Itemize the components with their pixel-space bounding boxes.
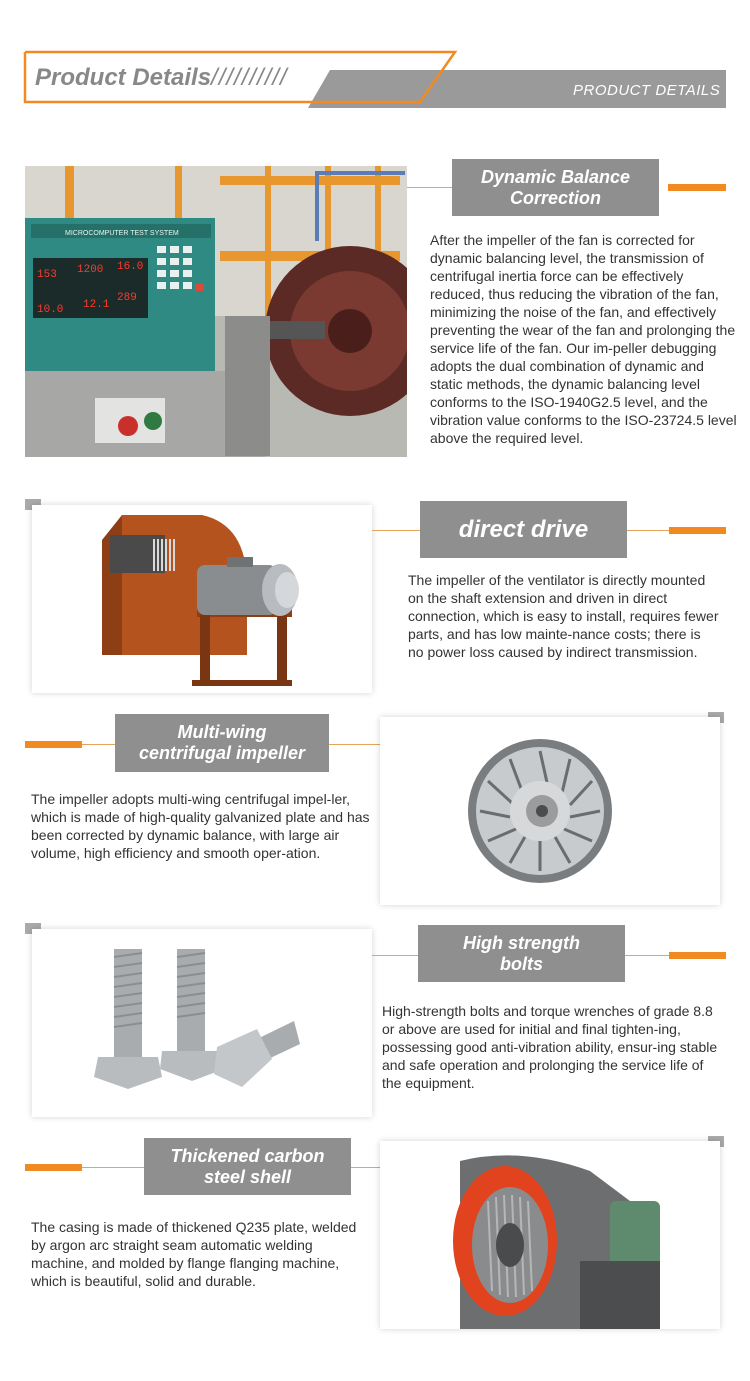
s4-title-line2: bolts bbox=[500, 953, 543, 974]
s2-line-left bbox=[372, 530, 420, 531]
s5-title bbox=[144, 1138, 351, 1195]
s3-title-line1: Multi-wing bbox=[177, 722, 267, 743]
s1-text: After the impeller of the fan is corrected for dynamic balancing level, the transmission of centrifugal inertia force can be effectively reduced, thus reducing the vibration of the fan, minimizing the noise of the fan, and effectively preventing the wear of the fan and prolonging the service life of the fan. Our im-peller debugging adopts the dual combination of dynamic and static methods, the dynamic balancing level conforms to the ISO-1940G2.5 level, and the vibration value conforms to the ISO-23724.5 level above the required level. bbox=[430, 232, 737, 446]
header-subtitle: PRODUCT DETAILS bbox=[573, 82, 721, 99]
s3-title bbox=[115, 714, 329, 772]
s5-line-left bbox=[82, 1167, 144, 1168]
s3-line-right bbox=[329, 744, 380, 745]
s2-line-right bbox=[627, 530, 669, 531]
s3-accent-bar bbox=[25, 741, 82, 748]
s5-title-line1: Thickened carbon bbox=[170, 1145, 325, 1166]
s3-text: The impeller adopts multi-wing centrifugal impel-ler, which is made of high-quality galvanized plate and has been corrected by dynamic balance, with large air volume, high efficiency and smooth oper-ation. bbox=[31, 791, 370, 861]
impeller-image bbox=[380, 717, 720, 905]
s5-accent-bar bbox=[25, 1164, 82, 1171]
bolts-image bbox=[32, 929, 372, 1117]
s2-text: The impeller of the ventilator is directly mounted on the shaft extension and driven in direct connection, which is easy to install, requires fewer parts, and has low mainte-nance costs; there is no power loss caused by indirect transmission. bbox=[408, 572, 719, 660]
direct-drive-fan-image bbox=[32, 505, 372, 693]
svg-text:153: 153 bbox=[37, 269, 57, 281]
s3-line-left bbox=[82, 744, 115, 745]
header-slashes: ////////// bbox=[211, 64, 288, 91]
s4-line-left bbox=[372, 955, 418, 956]
svg-text:10.0: 10.0 bbox=[37, 304, 64, 316]
s2-accent-bar bbox=[669, 527, 726, 534]
machine-label: MICROCOMPUTER TEST SYSTEM bbox=[65, 230, 179, 237]
svg-text:12.1: 12.1 bbox=[83, 299, 110, 311]
s5-title-line2: steel shell bbox=[203, 1166, 292, 1187]
svg-text:1200: 1200 bbox=[77, 264, 104, 276]
s4-accent-bar bbox=[669, 952, 726, 959]
s4-text: High-strength bolts and torque wrenches of grade 8.8 or above are used for initial and final tighten-ing, possessing good anti-vibration ability, ensur-ing stable and safe operation and prolonging the service life of the equipment. bbox=[382, 1003, 718, 1091]
s5-line-right bbox=[351, 1167, 380, 1168]
s4-title-line1: High strength bbox=[463, 932, 580, 953]
s2-title bbox=[420, 501, 627, 558]
header-graphic bbox=[0, 0, 750, 120]
s5-text: The casing is made of thickened Q235 plate, welded by argon arc straight seam automatic welding machine, and molded by flange flanging machine, which is beautiful, solid and durable. bbox=[31, 1219, 357, 1289]
header-title bbox=[35, 64, 288, 92]
s3-title-line2: centrifugal impeller bbox=[138, 743, 306, 763]
s1-title-line1: Dynamic Balance bbox=[480, 166, 631, 187]
svg-text:16.0: 16.0 bbox=[117, 261, 144, 273]
balancing-machine-image bbox=[25, 166, 407, 457]
s1-title bbox=[452, 159, 659, 216]
s2-title-line1: direct drive bbox=[458, 515, 589, 543]
header-title-text: Product Details bbox=[35, 64, 212, 91]
s1-accent-bar bbox=[668, 184, 726, 191]
s1-title-line2: Correction bbox=[509, 187, 601, 208]
s4-line-right bbox=[625, 955, 669, 956]
steel-shell-fan-image bbox=[380, 1141, 720, 1329]
svg-text:289: 289 bbox=[117, 292, 137, 304]
s4-title bbox=[418, 925, 625, 982]
s1-line-left bbox=[407, 187, 452, 188]
